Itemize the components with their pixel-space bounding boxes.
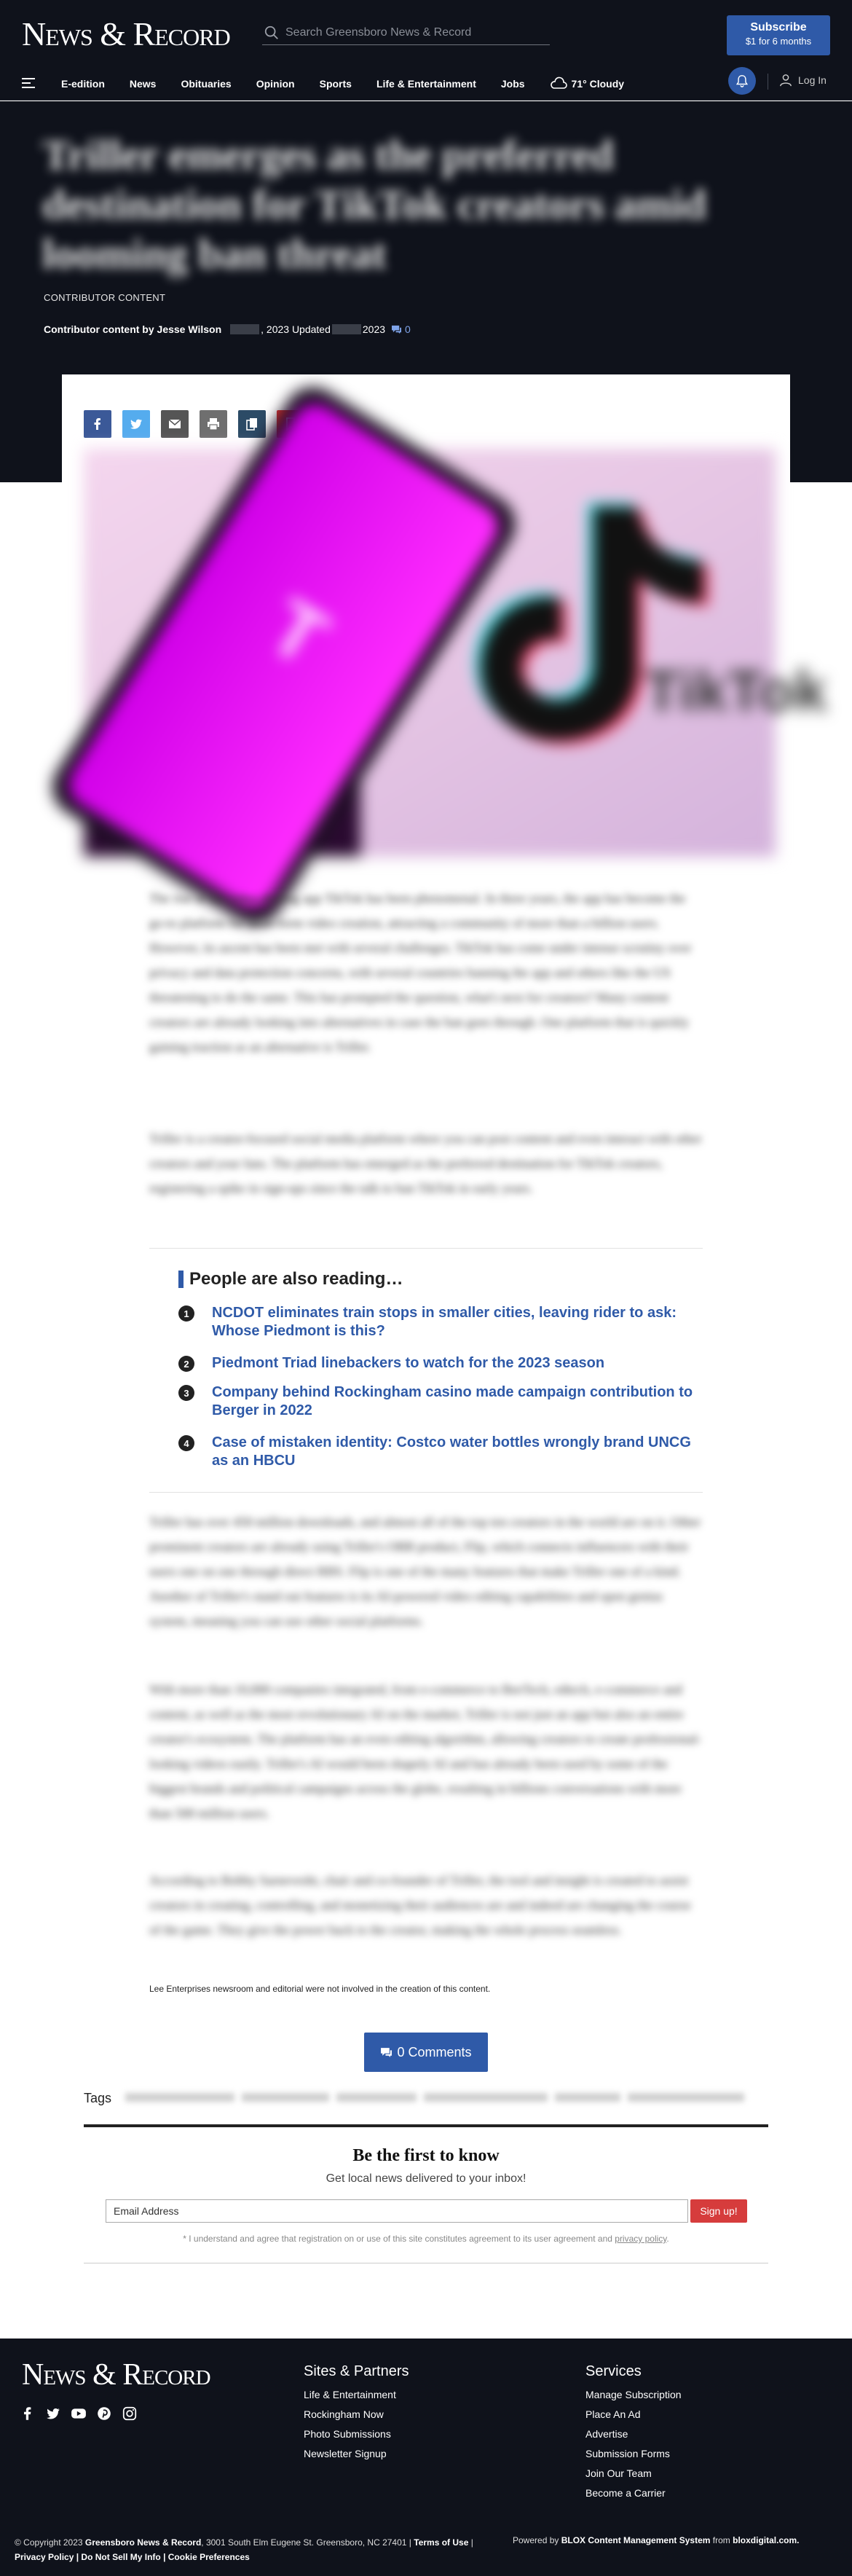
agreement-text xyxy=(0,2234,852,2244)
footer-logo[interactable]: News & Record xyxy=(22,2358,210,2392)
powered-text: Powered by xyxy=(513,2535,559,2545)
footer-link[interactable]: Life & Entertainment xyxy=(304,2389,396,2400)
pinterest-icon[interactable] xyxy=(95,2406,113,2422)
nav-item-jobs[interactable]: Jobs xyxy=(500,78,525,90)
search-icon[interactable] xyxy=(264,25,280,41)
tag[interactable] xyxy=(424,2093,548,2102)
tag[interactable] xyxy=(555,2093,620,2102)
article-photo xyxy=(84,449,827,857)
twitter-icon[interactable] xyxy=(44,2406,62,2422)
search-bar xyxy=(262,22,550,45)
main-nav xyxy=(0,67,852,101)
weather-text: 71° Cloudy xyxy=(571,78,625,90)
twitter-share-button[interactable] xyxy=(122,410,150,438)
also-reading-item xyxy=(178,1434,707,1470)
blox-link[interactable]: BLOX Content Management System xyxy=(561,2535,711,2545)
footer-link[interactable]: Submission Forms xyxy=(585,2448,670,2459)
footer-link[interactable]: Become a Carrier xyxy=(585,2487,666,2499)
byline xyxy=(44,323,411,335)
copy-icon xyxy=(245,417,259,431)
newsletter-subtitle: Get local news delivered to your inbox! xyxy=(326,2172,526,2185)
powered-from: from xyxy=(712,2535,730,2545)
twitter-icon xyxy=(129,417,143,431)
email-field[interactable] xyxy=(106,2199,688,2223)
facebook-share-button[interactable] xyxy=(84,410,111,438)
notifications-button[interactable] xyxy=(728,67,756,95)
user-icon xyxy=(779,74,792,87)
footer-link[interactable]: Join Our Team xyxy=(585,2467,652,2479)
also-reading-heading xyxy=(178,1269,403,1289)
article-paragraph: According to Bobby Sarnevesht, chair and co-founder of Triller, the tool and insight is created to assist creators in creating, controlling, and monetizing their audiences are and indeed are changing the course of the game. They give the power back to the creator, making the whole process seamless. xyxy=(149,1873,691,1937)
footer-link[interactable]: Manage Subscription xyxy=(585,2389,682,2400)
login-label: Log In xyxy=(798,74,827,86)
facebook-icon xyxy=(90,417,105,431)
footer-col-title: Services xyxy=(585,2363,642,2379)
print-button[interactable] xyxy=(200,410,227,438)
also-reading-link[interactable]: NCDOT eliminates train stops in smaller cities, leaving rider to ask: Whose Piedmont is this? xyxy=(212,1305,677,1339)
divider xyxy=(149,1492,703,1493)
also-reading-item xyxy=(178,1304,707,1340)
tags-list xyxy=(125,2093,752,2105)
article-paragraph: The rise of the video sharing app TikTok has been phenomenal. In three years, the app has become the go-to platform for short-form video creation, attracting a community of more than a billion users. However, its ascent has been met with several challenges. TikTok has come under intense scrutiny over privacy and data protection concerns, with several countries banning the app and others like the US threatening to do the same. This has prompted the question, what's next for creators? Many content creators are already looking into alternatives in case the ban goes through. One platform that is quickly gaining traction as an alternative is Triller. xyxy=(149,891,692,1054)
tag[interactable] xyxy=(336,2093,417,2102)
footer-link[interactable]: Rockingham Now xyxy=(304,2408,384,2420)
footer-sites-partners xyxy=(304,2363,409,2467)
comments-button[interactable] xyxy=(364,2033,488,2072)
tag[interactable] xyxy=(628,2093,744,2102)
article-paragraph: With more than 10,000 companies integrated, from e-commerce to BeeTech, edtech, e-commerce and content, as well as the most revolutionary AI on the market, Triller is not just an app but also an entire creator's ecosystem. The platform has an even editing algorithm, allowing creators to create professional-looking videos easily. Triller's AI would been shapely AI and has already been used by some of the biggest brands and political campaigns across the globe, resulting in billions conversations with more than 500 million users. xyxy=(149,1682,702,1821)
item-number: 3 xyxy=(178,1385,194,1401)
byline-date: , 2023 Updated xyxy=(261,323,331,335)
article-paragraph: Triller has over 450 million downloads, and almost all of the top ten creators in the world are on it. Other prominent creators are already using Triller's OBB product, Flip, which connects influencers with their users one on one through direct RBS. Flip is one of the many features that make Triller one of a kind. Another of Triller's stand out features is its AI-powered video editing capabilities and open genius system, meaning you can use other social platforms. xyxy=(149,1515,701,1628)
bloxdigital-link[interactable]: bloxdigital.com. xyxy=(733,2535,800,2545)
cloud-icon xyxy=(550,78,567,90)
heading-accent-bar xyxy=(178,1271,184,1288)
article-paragraph: Triller is a creator-focused social media platform where you can post content and even interact with other creators and your fans. The platform has emerged as the preferred destination for TikTok creators, registering a spike in sign-ups since the talk to ban TikTok in early years. xyxy=(149,1131,702,1195)
also-reading-link[interactable]: Piedmont Triad linebackers to watch for the 2023 season xyxy=(212,1355,605,1371)
footer-link[interactable]: Photo Submissions xyxy=(304,2428,391,2440)
footer-col-title: Sites & Partners xyxy=(304,2363,409,2379)
facebook-icon[interactable] xyxy=(19,2406,36,2422)
weather-widget[interactable] xyxy=(550,78,625,90)
footer-link[interactable]: Newsletter Signup xyxy=(304,2448,387,2459)
nav-item-eedition[interactable]: E-edition xyxy=(61,78,105,90)
redacted-date xyxy=(230,324,259,334)
article-headline: Triller emerges as the preferred destination for TikTok creators amid looming ban threat xyxy=(42,131,707,278)
login-link[interactable] xyxy=(779,71,827,89)
comment-icon xyxy=(380,2047,393,2058)
svg-text:T: T xyxy=(253,581,343,684)
svg-text:TikTok: TikTok xyxy=(644,659,827,723)
newsletter-title: Be the first to know xyxy=(352,2146,500,2165)
also-reading-title: People are also reading… xyxy=(189,1269,403,1289)
footer-services xyxy=(585,2363,682,2507)
site-logo[interactable]: News & Record xyxy=(22,15,230,52)
nav-item-sports[interactable]: Sports xyxy=(319,78,352,90)
footer xyxy=(0,2339,852,2576)
comment-count-link[interactable] xyxy=(391,323,411,335)
nav-item-news[interactable]: News xyxy=(129,78,157,90)
nav-item-life-entertainment[interactable]: Life & Entertainment xyxy=(376,78,476,90)
social-links xyxy=(19,2406,146,2422)
copyright-address: , 3001 South Elm Eugene St. Greensboro, NC 27401 | xyxy=(201,2537,411,2548)
nav-item-obituaries[interactable]: Obituaries xyxy=(181,78,232,90)
comment-count: 0 xyxy=(405,323,411,335)
footer-link[interactable]: Advertise xyxy=(585,2428,628,2440)
nav-item-opinion[interactable]: Opinion xyxy=(256,78,295,90)
privacy-policy-link[interactable]: privacy policy xyxy=(615,2234,667,2244)
copyright-text: © Copyright 2023 xyxy=(15,2537,83,2548)
envelope-icon xyxy=(167,417,182,431)
tag[interactable] xyxy=(242,2093,329,2102)
also-reading-link[interactable]: Company behind Rockingham casino made campaign contribution to Berger in 2022 xyxy=(212,1384,693,1418)
nav-items xyxy=(61,67,624,101)
also-reading-item xyxy=(178,1354,707,1373)
tags-label: Tags xyxy=(84,2091,112,2105)
item-number: 4 xyxy=(178,1435,194,1451)
top-bar xyxy=(0,0,852,67)
byline-author: Contributor content by Jesse Wilson xyxy=(44,323,222,335)
article-hero-image xyxy=(84,449,827,857)
copyright-line: © Copyright 2023 Greensboro News & Record, 3001 South Elm Eugene St. Greensboro, NC 27401 | Terms of Use | xyxy=(15,2537,473,2548)
printer-icon xyxy=(206,417,221,431)
terms-link[interactable]: Terms of Use xyxy=(414,2537,469,2548)
copy-link-button[interactable] xyxy=(238,410,266,438)
hamburger-menu-icon[interactable] xyxy=(22,76,38,90)
item-number: 1 xyxy=(178,1305,194,1322)
byline-date-2: 2023 xyxy=(362,323,386,335)
footer-link[interactable]: Place An Ad xyxy=(585,2408,641,2420)
subscribe-label: Subscribe xyxy=(750,21,807,34)
newsletter-top-rule xyxy=(84,2124,768,2127)
youtube-icon[interactable] xyxy=(70,2406,87,2422)
comment-icon xyxy=(391,325,402,334)
agreement-end: . xyxy=(666,2234,669,2244)
agreement-copy: * I understand and agree that registration on or use of this site constitutes agreement to its user agreement and xyxy=(183,2234,612,2244)
email-share-button[interactable] xyxy=(161,410,189,438)
section-label: CONTRIBUTOR CONTENT xyxy=(44,292,166,303)
also-reading-item xyxy=(178,1383,707,1420)
policy-links[interactable]: Privacy Policy | Do Not Sell My Info | Cookie Preferences xyxy=(15,2552,250,2562)
item-number: 2 xyxy=(178,1356,194,1372)
signup-button[interactable]: Sign up! xyxy=(690,2199,747,2223)
tag[interactable] xyxy=(125,2093,234,2102)
comments-label: 0 Comments xyxy=(397,2044,472,2059)
bell-icon xyxy=(735,74,749,88)
subscribe-button[interactable] xyxy=(727,15,830,55)
instagram-icon[interactable] xyxy=(121,2406,138,2422)
subscribe-offer: $1 for 6 months xyxy=(745,36,812,47)
copyright-owner[interactable]: Greensboro News & Record xyxy=(84,2537,202,2548)
also-reading-link[interactable]: Case of mistaken identity: Costco water bottles wrongly brand UNCG as an HBCU xyxy=(212,1434,691,1469)
redacted-date xyxy=(332,324,361,334)
divider xyxy=(149,1248,703,1249)
editorial-disclaimer: Lee Enterprises newsroom and editorial were not involved in the creation of this content. xyxy=(149,1984,491,1994)
search-input[interactable] xyxy=(285,23,548,42)
powered-by xyxy=(513,2535,799,2545)
